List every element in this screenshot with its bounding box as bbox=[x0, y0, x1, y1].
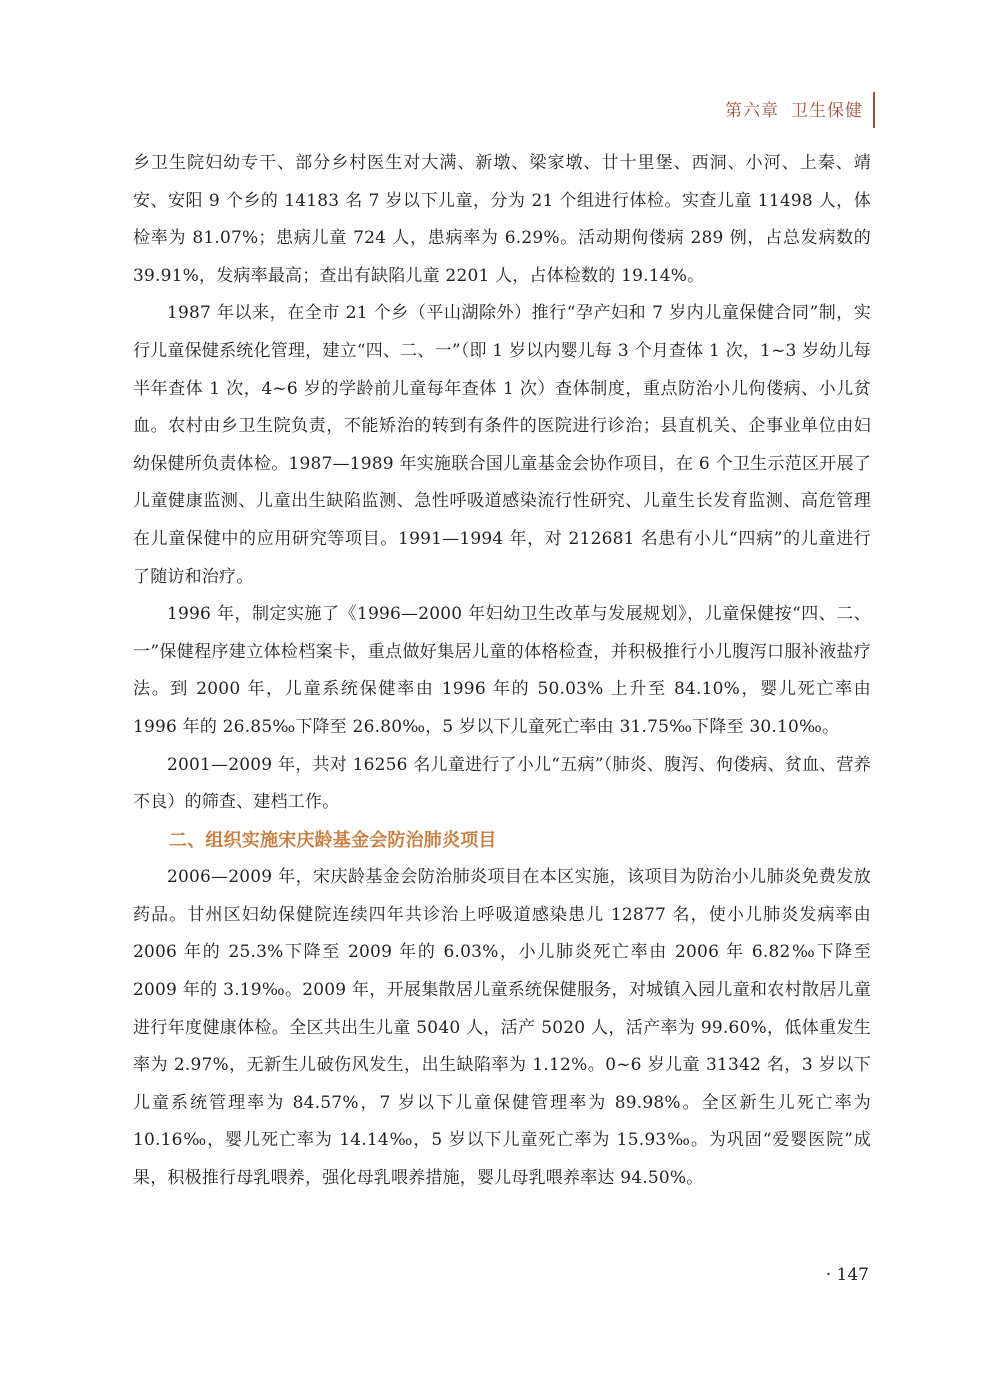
paragraph-continued: 乡卫生院妇幼专干、部分乡村医生对大满、新墩、梁家墩、廿十里堡、西洞、小河、上秦、靖安、安阳 9 个乡的 14183 名 7 岁以下儿童，分为 21 个组进行体检。实查儿童 11498 人，体检率为 81.07%；患病儿童 724 人，患病率为 6.29%。活动期佝偻病 289 例，占总发病数的 39.91%，发病率最高；查出有缺陷儿童 2201 人，占体检数的 19.14%。 bbox=[133, 153, 871, 286]
paragraph: 2001—2009 年，共对 16256 名儿童进行了小儿“五病”（肺炎、腹泻、佝偻病、贫血、营养不良）的筛查、建档工作。 bbox=[133, 754, 871, 813]
chapter-title: 卫生保健 bbox=[791, 101, 863, 121]
header-rule bbox=[873, 92, 875, 128]
paragraph: 2006—2009 年，宋庆龄基金会防治肺炎项目在本区实施，该项目为防治小儿肺炎免费发放药品。甘州区妇幼保健院连续四年共诊治上呼吸道感染患儿 12877 名，使小儿肺炎发病率由 2006 年的 25.3%下降至 2009 年的 6.03%，小儿肺炎死亡率由 2006 年 6.82‰下降至 2009 年的 3.19‰。2009 年，开展集散居儿童系统保健服务，对城镇入园儿童和农村散居儿童进行年度健康体检。全区共出生儿童 5040 人，活产 5020 人，活产率为 99.60%，低体重发生率为 2.97%，无新生儿破伤风发生，出生缺陷率为 1.12%。0~6 岁儿童 31342 名，3 岁以下儿童系统管理率为 84.57%，7 岁以下儿童保健管理率为 89.98%。全区新生儿死亡率为 10.16‰，婴儿死亡率为 14.14‰，5 岁以下儿童死亡率为 15.93‰。为巩固“爱婴医院”成果，积极推行母乳喂养，强化母乳喂养措施，婴儿母乳喂养率达 94.50%。 bbox=[133, 867, 871, 1189]
section-heading: 二、组织实施宋庆龄基金会防治肺炎项目 bbox=[169, 829, 497, 851]
running-head bbox=[725, 96, 863, 121]
paragraph: 1996 年，制定实施了《1996—2000 年妇幼卫生改革与发展规划》，儿童保健按“四、二、一”保健程序建立体检档案卡，重点做好集居儿童的体格检查，并积极推行小儿腹泻口服补液盐疗法。到 2000 年，儿童系统保健率由 1996 年的 50.03% 上升至 84.10%，婴儿死亡率由 1996 年的 26.85‰下降至 26.80‰，5 岁以下儿童死亡率由 31.75‰下降至 30.10‰。 bbox=[133, 604, 871, 737]
paragraph: 1987 年以来，在全市 21 个乡（平山湖除外）推行“孕产妇和 7 岁内儿童保健合同”制，实行儿童保健系统化管理，建立“四、二、一”（即 1 岁以内婴儿每 3 个月查体 1 次，1~3 岁幼儿每半年查体 1 次，4~6 岁的学龄前儿童每年查体 1 次）查体制度，重点防治小儿佝偻病、小儿贫血。农村由乡卫生院负责，不能矫治的转到有条件的医院进行诊治；县直机关、企事业单位由妇幼保健所负责体检。1987—1989 年实施联合国儿童基金会协作项目，在 6 个卫生示范区开展了儿童健康监测、儿童出生缺陷监测、急性呼吸道感染流行性研究、儿童生长发育监测、高危管理在儿童保健中的应用研究等项目。1991—1994 年，对 212681 名患有小儿“四病”的儿童进行了随访和治疗。 bbox=[133, 303, 871, 587]
body-text bbox=[133, 145, 871, 1198]
page-number: · 147 bbox=[825, 1265, 869, 1285]
chapter-label: 第六章 bbox=[725, 101, 779, 121]
